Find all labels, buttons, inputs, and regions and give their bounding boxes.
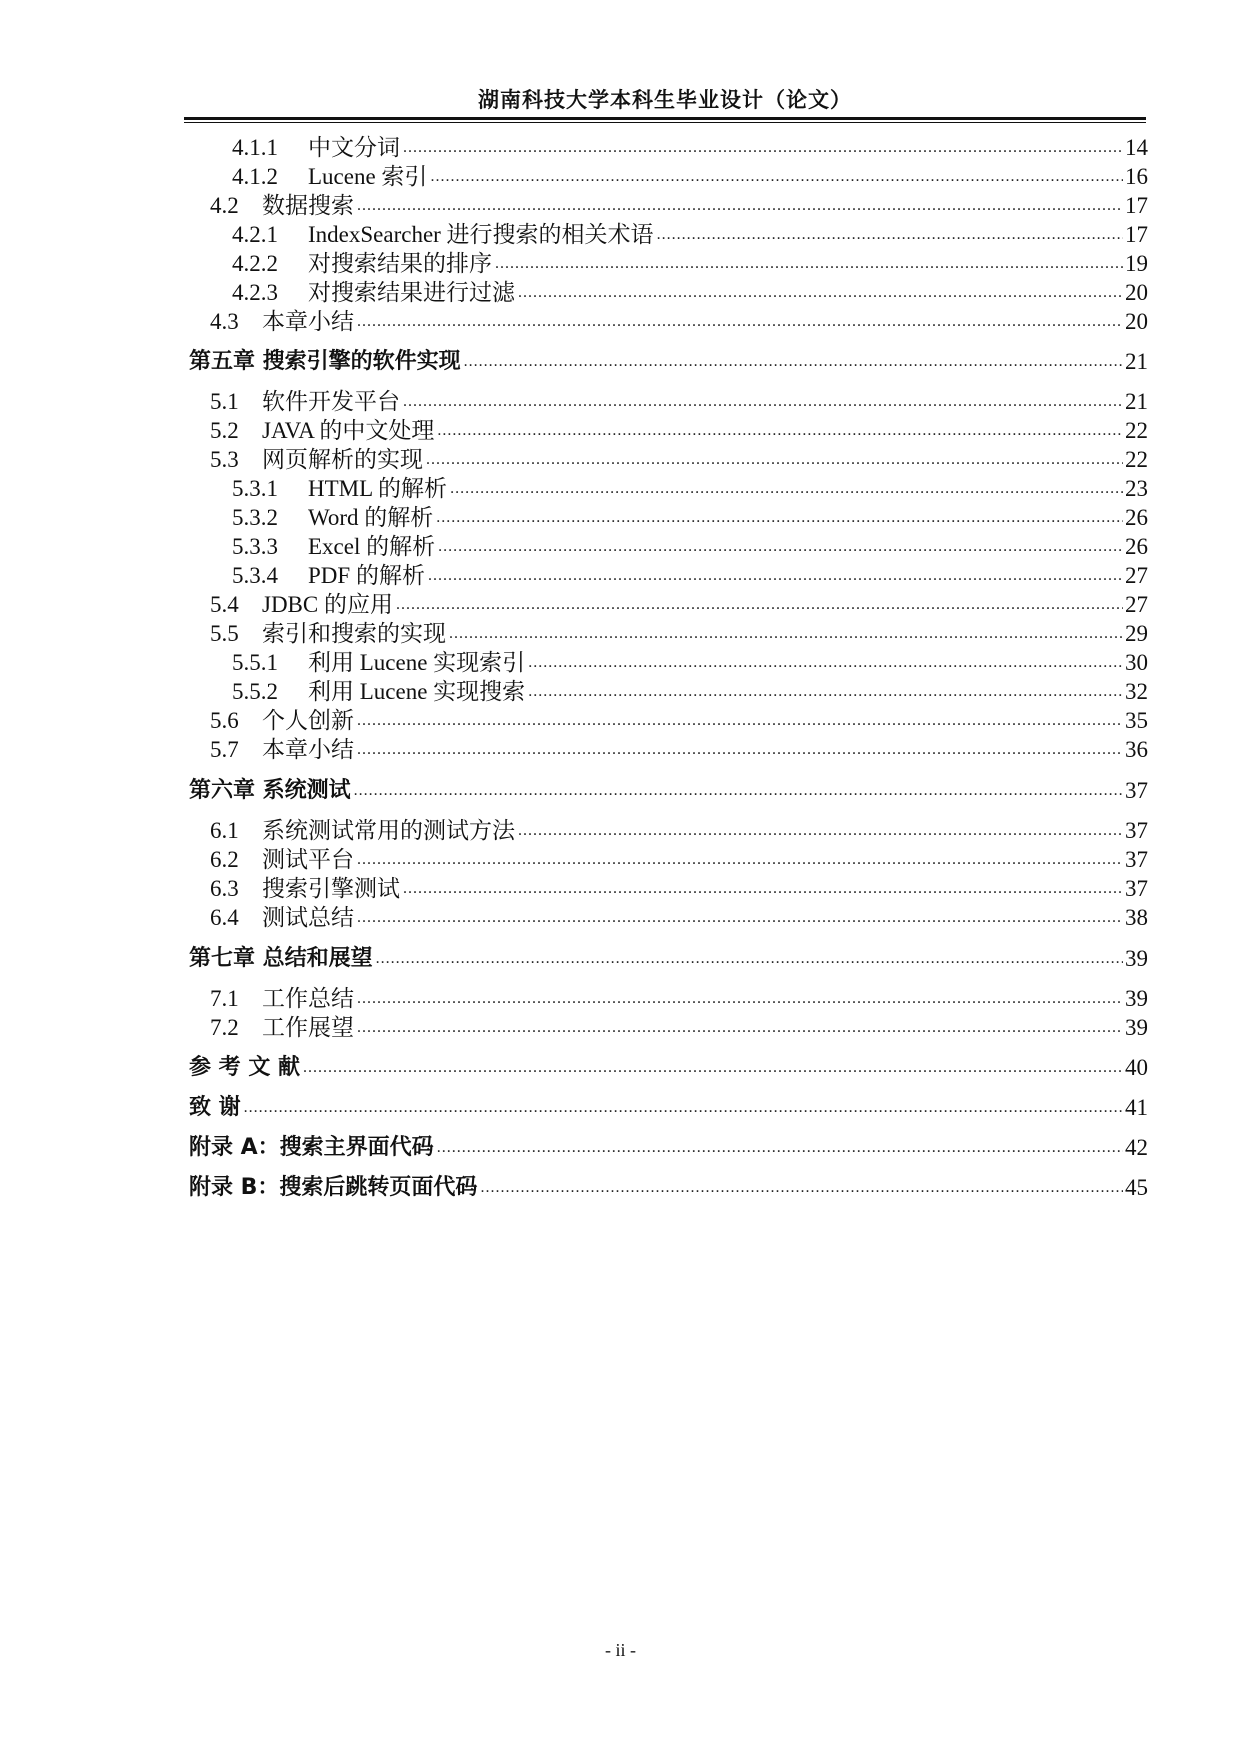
toc-entry-title: 对搜索结果的排序 (308, 251, 492, 276)
toc-dot-leader (403, 133, 1123, 163)
page-number: - ii - (605, 1640, 636, 1660)
toc-dot-leader (403, 874, 1123, 904)
toc-entry[interactable] (0, 474, 1241, 504)
toc-dot-leader (449, 619, 1123, 649)
toc-chapter-entry[interactable] (0, 776, 1241, 806)
toc-entry-page-number: 20 (1125, 309, 1148, 334)
toc-entry-number: 4.2.1 (232, 222, 278, 247)
toc-entry[interactable] (0, 648, 1241, 678)
toc-entry-number: 7.2 (210, 1015, 239, 1040)
toc-dot-leader (357, 307, 1123, 337)
toc-entry-page-number: 21 (1125, 349, 1148, 374)
toc-entry-page-number: 16 (1125, 164, 1148, 189)
toc-entry-title: 搜索引擎测试 (262, 876, 400, 901)
toc-entry-number: 6.2 (210, 847, 239, 872)
toc-entry-number: 5.6 (210, 708, 239, 733)
toc-entry-page-number: 36 (1125, 737, 1148, 762)
toc-entry-title: 系统测试常用的测试方法 (262, 818, 515, 843)
toc-entry-page-number: 20 (1125, 280, 1148, 305)
toc-entry-page-number: 41 (1125, 1095, 1148, 1120)
toc-entry-page-number: 32 (1125, 679, 1148, 704)
toc-entry-number: 6.3 (210, 876, 239, 901)
toc-entry[interactable] (0, 903, 1241, 933)
toc-entry-page-number: 14 (1125, 135, 1148, 160)
toc-entry-number: 5.1 (210, 389, 239, 414)
toc-entry-page-number: 29 (1125, 621, 1148, 646)
toc-dot-leader (303, 1053, 1123, 1083)
toc-dot-leader (357, 735, 1123, 765)
toc-entry-page-number: 21 (1125, 389, 1148, 414)
toc-entry-page-number: 19 (1125, 251, 1148, 276)
toc-entry-title: 附录 B：搜索后跳转页面代码 (189, 1175, 478, 1200)
toc-dot-leader (437, 1133, 1123, 1163)
toc-entry-page-number: 39 (1125, 1015, 1148, 1040)
toc-dot-leader (426, 445, 1123, 475)
toc-dot-leader (376, 944, 1123, 974)
toc-entry-page-number: 35 (1125, 708, 1148, 733)
toc-entry-page-number: 37 (1125, 847, 1148, 872)
toc-entry-page-number: 23 (1125, 476, 1148, 501)
toc-dot-leader (518, 816, 1123, 846)
toc-entry-number: 4.1.2 (232, 164, 278, 189)
toc-dot-leader (244, 1093, 1123, 1123)
toc-entry-page-number: 37 (1125, 778, 1148, 803)
toc-dot-leader (657, 220, 1123, 250)
toc-entry[interactable] (0, 133, 1241, 163)
toc-entry-title: 第六章 系统测试 (189, 778, 351, 803)
toc-entry-title: 附录 A：搜索主界面代码 (189, 1135, 434, 1160)
toc-entry[interactable] (0, 816, 1241, 846)
toc-entry-number: 5.3.1 (232, 476, 278, 501)
toc-entry[interactable] (0, 249, 1241, 279)
toc-entry-number: 5.4 (210, 592, 239, 617)
toc-entry-number: 5.2 (210, 418, 239, 443)
toc-entry-number: 5.3 (210, 447, 239, 472)
toc-entry[interactable] (0, 590, 1241, 620)
toc-entry-page-number: 26 (1125, 505, 1148, 530)
toc-dot-leader (357, 845, 1123, 875)
toc-entry-page-number: 27 (1125, 563, 1148, 588)
toc-chapter-entry[interactable] (0, 1053, 1241, 1083)
toc-entry-number: 4.2 (210, 193, 239, 218)
toc-dot-leader (354, 776, 1123, 806)
toc-entry-title: 利用 Lucene 实现搜索 (308, 679, 526, 704)
toc-entry-title: HTML 的解析 (308, 476, 448, 501)
toc-entry[interactable] (0, 1013, 1241, 1043)
toc-entry-number: 5.5 (210, 621, 239, 646)
toc-entry-page-number: 42 (1125, 1135, 1148, 1160)
toc-entry-page-number: 30 (1125, 650, 1148, 675)
toc-entry[interactable] (0, 845, 1241, 875)
toc-entry[interactable] (0, 706, 1241, 736)
toc-entry-title: 第五章 搜索引擎的软件实现 (189, 349, 461, 374)
toc-entry[interactable] (0, 561, 1241, 591)
toc-entry-title: 测试总结 (262, 905, 354, 930)
toc-entry-page-number: 37 (1125, 818, 1148, 843)
toc-entry-title: 致 谢 (189, 1095, 241, 1120)
toc-entry-title: 本章小结 (262, 737, 354, 762)
toc-entry-number: 5.3.2 (232, 505, 278, 530)
toc-entry[interactable] (0, 619, 1241, 649)
running-header: 湖南科技大学本科生毕业设计（论文） (478, 88, 852, 112)
toc-entry-number: 5.5.1 (232, 650, 278, 675)
toc-entry-title: 工作展望 (262, 1015, 354, 1040)
toc-dot-leader (396, 590, 1123, 620)
toc-entry[interactable] (0, 220, 1241, 250)
toc-entry-title: 网页解析的实现 (262, 447, 423, 472)
toc-dot-leader (357, 984, 1123, 1014)
toc-entry-number: 4.3 (210, 309, 239, 334)
toc-entry-number: 4.2.3 (232, 280, 278, 305)
toc-entry-title: Lucene 索引 (308, 164, 428, 189)
toc-entry-number: 5.3.3 (232, 534, 278, 559)
toc-entry-title: 测试平台 (262, 847, 354, 872)
toc-entry-page-number: 22 (1125, 447, 1148, 472)
toc-entry-page-number: 40 (1125, 1055, 1148, 1080)
toc-entry[interactable] (0, 387, 1241, 417)
toc-entry[interactable] (0, 735, 1241, 765)
toc-entry-page-number: 26 (1125, 534, 1148, 559)
toc-dot-leader (437, 416, 1123, 446)
toc-entry-number: 7.1 (210, 986, 239, 1011)
toc-entry-title: JAVA 的中文处理 (262, 418, 435, 443)
toc-entry-number: 5.5.2 (232, 679, 278, 704)
toc-entry-title: 数据搜索 (262, 193, 354, 218)
toc-entry-title: 对搜索结果进行过滤 (308, 280, 515, 305)
toc-chapter-entry[interactable] (0, 1133, 1241, 1163)
toc-chapter-entry[interactable] (0, 347, 1241, 377)
toc-entry-title: Excel 的解析 (308, 534, 436, 559)
toc-entry[interactable] (0, 445, 1241, 475)
toc-entry-page-number: 27 (1125, 592, 1148, 617)
toc-entry-title: 本章小结 (262, 309, 354, 334)
toc-entry[interactable] (0, 532, 1241, 562)
toc-entry[interactable] (0, 984, 1241, 1014)
toc-entry[interactable] (0, 677, 1241, 707)
toc-dot-leader (528, 648, 1123, 678)
toc-entry-page-number: 39 (1125, 946, 1148, 971)
toc-dot-leader (357, 191, 1123, 221)
toc-entry[interactable] (0, 191, 1241, 221)
toc-entry-page-number: 37 (1125, 876, 1148, 901)
toc-entry-title: 软件开发平台 (262, 389, 400, 414)
toc-dot-leader (436, 503, 1123, 533)
toc-dot-leader (357, 706, 1123, 736)
toc-dot-leader (480, 1173, 1123, 1203)
toc-entry-title: IndexSearcher 进行搜索的相关术语 (308, 222, 654, 247)
toc-entry-title: 中文分词 (308, 135, 400, 160)
toc-entry-page-number: 17 (1125, 193, 1148, 218)
toc-chapter-entry[interactable] (0, 1173, 1241, 1203)
toc-entry[interactable] (0, 307, 1241, 337)
toc-dot-leader (428, 561, 1123, 591)
toc-entry-number: 6.4 (210, 905, 239, 930)
toc-dot-leader (518, 278, 1123, 308)
toc-entry-page-number: 45 (1125, 1175, 1148, 1200)
toc-entry[interactable] (0, 874, 1241, 904)
toc-entry-title: 参 考 文 献 (189, 1055, 300, 1080)
toc-entry-page-number: 39 (1125, 986, 1148, 1011)
toc-entry-number: 4.2.2 (232, 251, 278, 276)
toc-dot-leader (450, 474, 1123, 504)
toc-entry[interactable] (0, 162, 1241, 192)
toc-dot-leader (430, 162, 1123, 192)
toc-dot-leader (438, 532, 1123, 562)
toc-entry-number: 5.7 (210, 737, 239, 762)
toc-entry-title: 利用 Lucene 实现索引 (308, 650, 526, 675)
toc-entry[interactable] (0, 278, 1241, 308)
toc-entry-title: JDBC 的应用 (262, 592, 393, 617)
toc-dot-leader (528, 677, 1123, 707)
toc-entry-number: 4.1.1 (232, 135, 278, 160)
toc-entry-title: 个人创新 (262, 708, 354, 733)
toc-entry-title: 第七章 总结和展望 (189, 946, 373, 971)
toc-dot-leader (495, 249, 1123, 279)
toc-entry-page-number: 38 (1125, 905, 1148, 930)
toc-entry[interactable] (0, 416, 1241, 446)
toc-entry-title: Word 的解析 (308, 505, 434, 530)
toc-entry-number: 6.1 (210, 818, 239, 843)
toc-entry[interactable] (0, 503, 1241, 533)
toc-entry-title: 索引和搜索的实现 (262, 621, 446, 646)
toc-chapter-entry[interactable] (0, 1093, 1241, 1123)
toc-entry-number: 5.3.4 (232, 563, 278, 588)
toc-entry-title: 工作总结 (262, 986, 354, 1011)
toc-entry-page-number: 17 (1125, 222, 1148, 247)
toc-entry-title: PDF 的解析 (308, 563, 425, 588)
toc-chapter-entry[interactable] (0, 944, 1241, 974)
toc-dot-leader (357, 903, 1123, 933)
toc-dot-leader (464, 347, 1123, 377)
toc-entry-page-number: 22 (1125, 418, 1148, 443)
toc-dot-leader (357, 1013, 1123, 1043)
toc-dot-leader (403, 387, 1123, 417)
